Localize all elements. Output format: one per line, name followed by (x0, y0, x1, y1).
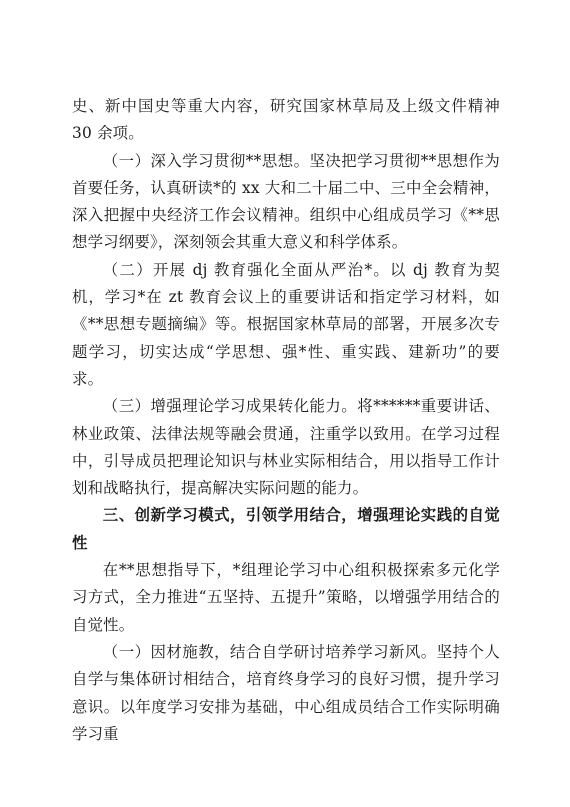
paragraph-item-3: （三）增强理论学习成果转化能力。将******重要讲话、林业政策、法律法规等融会贯通，注重学以致用。在学习过程中，引导成员把理论知识与林业实际相结合，用以指导工作计划和战略执行，提高解决实际问题的能力。 (72, 397, 500, 498)
paragraph-continuation: 史、新中国史等重大内容，研究国家林草局及上级文件精神 30 余项。 (72, 97, 500, 143)
section-intro-paragraph: 在**思想指导下，*组理论学习中心组积极探索多元化学习方式，全力推进“五坚持、五提升”策略，以增强学用结合的自觉性。 (72, 561, 500, 634)
document-body (72, 93, 500, 748)
paragraph-subitem-1: （一）因材施教，结合自学研讨培养学习新风。坚持个人自学与集体研讨相结合，培育终身学习的良好习惯，提升学习意识。以年度学习安排为基础，中心组成员结合工作实际明确学习重 (72, 642, 500, 743)
paragraph-item-1: （一）深入学习贯彻**思想。坚决把学习贯彻**思想作为首要任务，认真研读*的 xx 大和二十届二中、三中全会精神，深入把握中央经济工作会议精神。组织中心组成员学习《**思想学习纲要》，深刻领会其重大意义和科学体系。 (72, 151, 500, 252)
paragraph-item-2: （二）开展 dj 教育强化全面从严治*。以 dj 教育为契机，学习*在 zt 教育会议上的重要讲话和指定学习材料，如《**思想专题摘编》等。根据国家林草局的部署，开展多次专题学习，切实达成“学思想、强*性、重实践、建新功”的要求。 (72, 260, 500, 388)
section-heading-3: 三、创新学习模式，引领学用结合，增强理论实践的自觉性 (72, 506, 500, 552)
